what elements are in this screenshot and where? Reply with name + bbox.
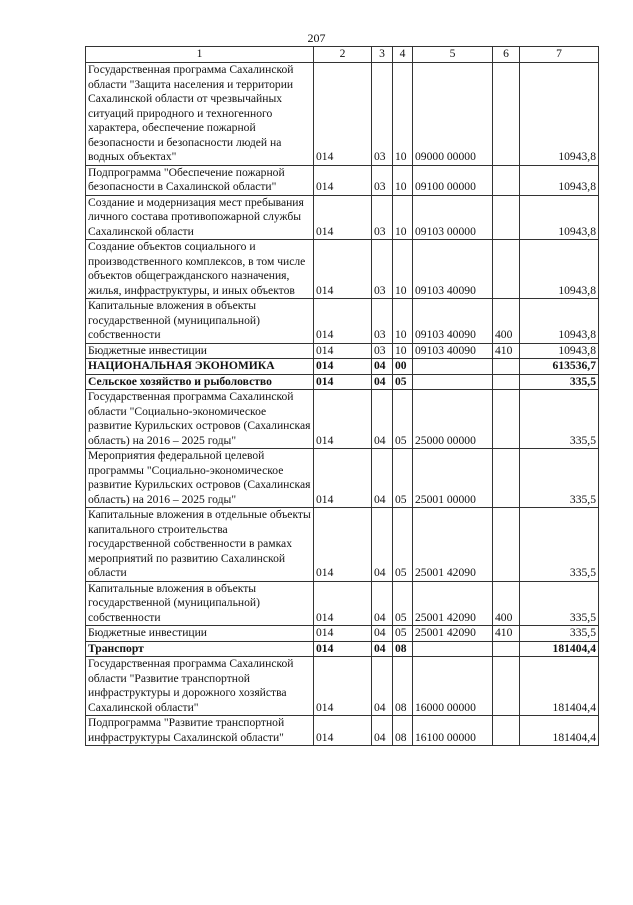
table-row (86, 449, 599, 508)
row-target-article-cell: 09100 00000 (413, 165, 493, 195)
table-row (86, 641, 599, 657)
table-row (86, 63, 599, 166)
row-code-cell: 014 (314, 581, 372, 626)
table-row (86, 374, 599, 390)
row-name-cell: Капитальные вложения в объекты государственной (муниципальной) собственности (86, 299, 314, 344)
row-section-cell: 04 (372, 449, 393, 508)
row-amount-cell: 10943,8 (520, 63, 599, 166)
page-number: 207 (307, 31, 326, 45)
row-expense-type-cell: 410 (493, 343, 520, 359)
row-section-cell: 04 (372, 626, 393, 642)
row-target-article-cell: 09103 40090 (413, 343, 493, 359)
header-cell-1: 1 (86, 47, 314, 63)
row-subsection-cell: 10 (393, 343, 413, 359)
row-target-article-cell: 16000 00000 (413, 657, 493, 716)
row-amount-cell: 335,5 (520, 581, 599, 626)
row-subsection-cell: 10 (393, 240, 413, 299)
row-amount-cell: 10943,8 (520, 240, 599, 299)
row-subsection-cell: 05 (393, 449, 413, 508)
row-expense-type-cell (493, 63, 520, 166)
row-subsection-cell: 05 (393, 581, 413, 626)
row-section-cell: 04 (372, 716, 393, 746)
row-code-cell: 014 (314, 449, 372, 508)
row-expense-type-cell (493, 657, 520, 716)
table-row (86, 165, 599, 195)
row-code-cell: 014 (314, 63, 372, 166)
row-expense-type-cell (493, 449, 520, 508)
row-amount-cell: 335,5 (520, 508, 599, 582)
row-section-cell: 03 (372, 165, 393, 195)
row-section-cell: 04 (372, 581, 393, 626)
row-name-cell: НАЦИОНАЛЬНАЯ ЭКОНОМИКА (86, 359, 314, 375)
row-target-article-cell (413, 359, 493, 375)
row-expense-type-cell (493, 641, 520, 657)
row-subsection-cell: 05 (393, 374, 413, 390)
table-row (86, 195, 599, 240)
row-name-cell: Капитальные вложения в отдельные объекты капитального строительства государственной собственности в рамках мероприятий по развитию Сахалинской области (86, 508, 314, 582)
row-code-cell: 014 (314, 508, 372, 582)
header-cell-7: 7 (520, 47, 599, 63)
row-name-cell: Создание объектов социального и производственного комплексов, в том числе объектов общегражданского назначения, жилья, инфраструктуры, и иных объектов (86, 240, 314, 299)
header-cell-6: 6 (493, 47, 520, 63)
row-section-cell: 03 (372, 299, 393, 344)
row-code-cell: 014 (314, 165, 372, 195)
row-name-cell: Сельское хозяйство и рыболовство (86, 374, 314, 390)
row-code-cell: 014 (314, 195, 372, 240)
row-section-cell: 04 (372, 641, 393, 657)
table-row (86, 240, 599, 299)
row-amount-cell: 335,5 (520, 390, 599, 449)
row-code-cell: 014 (314, 343, 372, 359)
table-row (86, 390, 599, 449)
row-code-cell: 014 (314, 657, 372, 716)
row-amount-cell: 10943,8 (520, 165, 599, 195)
table-row (86, 343, 599, 359)
row-code-cell: 014 (314, 374, 372, 390)
budget-table (85, 46, 599, 746)
header-cell-5: 5 (413, 47, 493, 63)
row-code-cell: 014 (314, 641, 372, 657)
row-name-cell: Подпрограмма "Развитие транспортной инфраструктуры Сахалинской области" (86, 716, 314, 746)
row-subsection-cell: 00 (393, 359, 413, 375)
row-target-article-cell: 25001 42090 (413, 626, 493, 642)
table-row (86, 581, 599, 626)
row-amount-cell: 10943,8 (520, 195, 599, 240)
row-expense-type-cell (493, 508, 520, 582)
row-expense-type-cell (493, 374, 520, 390)
table-row (86, 359, 599, 375)
row-expense-type-cell (493, 390, 520, 449)
row-code-cell: 014 (314, 626, 372, 642)
row-target-article-cell: 09000 00000 (413, 63, 493, 166)
row-section-cell: 03 (372, 240, 393, 299)
row-name-cell: Капитальные вложения в объекты государственной (муниципальной) собственности (86, 581, 314, 626)
table-row (86, 508, 599, 582)
table-body (86, 47, 599, 746)
table-row (86, 716, 599, 746)
row-section-cell: 04 (372, 390, 393, 449)
row-name-cell: Государственная программа Сахалинской области "Социально-экономическое развитие Курильских островов (Сахалинская область) на 2016 – 2025 годы" (86, 390, 314, 449)
row-section-cell: 04 (372, 508, 393, 582)
row-name-cell: Бюджетные инвестиции (86, 626, 314, 642)
row-expense-type-cell: 400 (493, 299, 520, 344)
header-row (86, 47, 599, 63)
row-amount-cell: 181404,4 (520, 641, 599, 657)
row-subsection-cell: 08 (393, 641, 413, 657)
row-target-article-cell: 09103 00000 (413, 195, 493, 240)
row-section-cell: 04 (372, 374, 393, 390)
table-row (86, 626, 599, 642)
row-name-cell: Подпрограмма "Обеспечение пожарной безопасности в Сахалинской области" (86, 165, 314, 195)
header-cell-3: 3 (372, 47, 393, 63)
row-subsection-cell: 05 (393, 390, 413, 449)
row-expense-type-cell (493, 240, 520, 299)
row-subsection-cell: 05 (393, 626, 413, 642)
row-subsection-cell: 10 (393, 165, 413, 195)
row-target-article-cell: 16100 00000 (413, 716, 493, 746)
row-expense-type-cell (493, 716, 520, 746)
row-code-cell: 014 (314, 240, 372, 299)
row-target-article-cell (413, 374, 493, 390)
row-subsection-cell: 08 (393, 716, 413, 746)
row-name-cell: Бюджетные инвестиции (86, 343, 314, 359)
row-amount-cell: 181404,4 (520, 657, 599, 716)
row-code-cell: 014 (314, 716, 372, 746)
row-section-cell: 03 (372, 343, 393, 359)
header-cell-2: 2 (314, 47, 372, 63)
row-section-cell: 03 (372, 195, 393, 240)
row-section-cell: 04 (372, 359, 393, 375)
row-subsection-cell: 10 (393, 63, 413, 166)
row-section-cell: 03 (372, 63, 393, 166)
row-amount-cell: 335,5 (520, 449, 599, 508)
row-expense-type-cell (493, 195, 520, 240)
header-cell-4: 4 (393, 47, 413, 63)
row-name-cell: Государственная программа Сахалинской области "Развитие транспортной инфраструктуры и дорожного хозяйства Сахалинской области" (86, 657, 314, 716)
row-subsection-cell: 05 (393, 508, 413, 582)
row-amount-cell: 335,5 (520, 626, 599, 642)
row-amount-cell: 10943,8 (520, 299, 599, 344)
row-target-article-cell: 09103 40090 (413, 240, 493, 299)
row-subsection-cell: 10 (393, 195, 413, 240)
row-expense-type-cell (493, 359, 520, 375)
row-name-cell: Транспорт (86, 641, 314, 657)
row-target-article-cell: 25001 42090 (413, 508, 493, 582)
table-row (86, 299, 599, 344)
row-target-article-cell: 09103 40090 (413, 299, 493, 344)
row-amount-cell: 181404,4 (520, 716, 599, 746)
row-section-cell: 04 (372, 657, 393, 716)
row-target-article-cell: 25001 42090 (413, 581, 493, 626)
row-code-cell: 014 (314, 299, 372, 344)
row-target-article-cell: 25000 00000 (413, 390, 493, 449)
row-target-article-cell: 25001 00000 (413, 449, 493, 508)
row-name-cell: Государственная программа Сахалинской области "Защита населения и территории Сахалинской области от чрезвычайных ситуаций природного и техногенного характера, обеспечение пожарной безопасности и безопасности людей на водных объектах" (86, 63, 314, 166)
row-subsection-cell: 10 (393, 299, 413, 344)
row-amount-cell: 10943,8 (520, 343, 599, 359)
row-expense-type-cell: 410 (493, 626, 520, 642)
table-row (86, 657, 599, 716)
row-amount-cell: 613536,7 (520, 359, 599, 375)
row-code-cell: 014 (314, 390, 372, 449)
row-amount-cell: 335,5 (520, 374, 599, 390)
row-expense-type-cell: 400 (493, 581, 520, 626)
row-expense-type-cell (493, 165, 520, 195)
row-target-article-cell (413, 641, 493, 657)
row-name-cell: Создание и модернизация мест пребывания личного состава противопожарной службы Сахалинской области (86, 195, 314, 240)
row-subsection-cell: 08 (393, 657, 413, 716)
row-name-cell: Мероприятия федеральной целевой программы "Социально-экономическое развитие Курильских островов (Сахалинская область) на 2016 – 2025 годы" (86, 449, 314, 508)
row-code-cell: 014 (314, 359, 372, 375)
